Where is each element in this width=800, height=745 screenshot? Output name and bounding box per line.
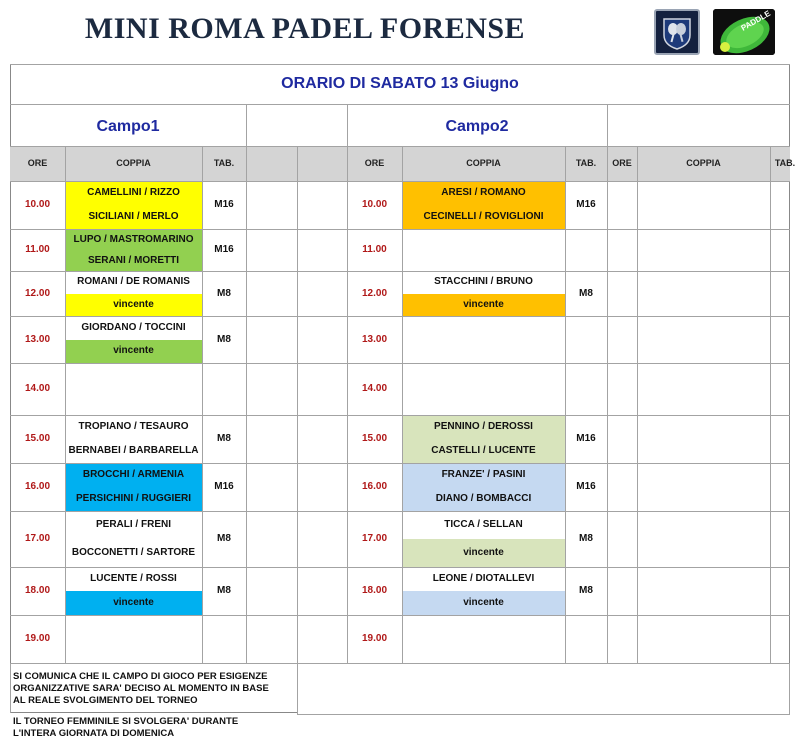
campo1-team-1: BROCCHI / ARMENIA (82, 469, 185, 480)
campo1-team-1: LUPO / MASTROMARINO (73, 234, 194, 245)
padel-ball-logo (713, 9, 775, 55)
campo2-team-2: vincente (463, 597, 504, 608)
svg-text:PADDLE: PADDLE (739, 9, 772, 33)
campo2-time-1500: 15.00 (361, 433, 388, 444)
campo1-time-1200: 12.00 (24, 288, 51, 299)
campo1-time-1900: 19.00 (24, 633, 51, 644)
grid-hline (10, 316, 790, 317)
column-header-tab: TAB. (575, 158, 597, 168)
campo1-team-2: BERNABEI / BARBARELLA (68, 445, 199, 456)
campo1-time-1300: 13.00 (24, 334, 51, 345)
campo1-time-1000: 10.00 (24, 199, 51, 210)
campo1-tab: M16 (214, 481, 234, 492)
column-header-tab: TAB. (774, 158, 796, 168)
grid-vline (10, 663, 11, 713)
column-header-coppia: COPPIA (466, 158, 501, 168)
campo1-time-1600: 16.00 (24, 481, 51, 492)
grid-hline (10, 363, 790, 364)
campo1-tab: M16 (214, 244, 234, 255)
campo2-tab: M16 (576, 481, 596, 492)
note-line: L'INTERA GIORNATA DI DOMENICA (13, 728, 175, 739)
grid-vline (246, 104, 247, 663)
grid-hline (10, 104, 790, 105)
note-line: SI COMUNICA CHE IL CAMPO DI GIOCO PER ESIGENZE (13, 671, 268, 682)
column-header-tab: TAB. (213, 158, 235, 168)
column-header-ore: ORE (612, 158, 632, 168)
campo2-time-1900: 19.00 (361, 633, 388, 644)
campo1-team-2: vincente (113, 345, 154, 356)
column-header-ore: ORE (364, 158, 385, 168)
campo1-team-1: CAMELLINI / RIZZO (87, 187, 180, 198)
campo1-time-1400: 14.00 (24, 383, 51, 394)
campo1-time-1100: 11.00 (25, 244, 50, 255)
campo2-time-1100: 11.00 (362, 244, 387, 255)
schedule-subtitle: ORARIO DI SABATO 13 Giugno (281, 75, 519, 92)
campo2-team-2: vincente (463, 299, 504, 310)
page-title: MINI ROMA PADEL FORENSE (84, 12, 526, 45)
court-2-header: Campo2 (445, 118, 509, 135)
campo1-team-1: TROPIANO / TESAURO (78, 421, 189, 432)
campo1-team-1: LUCENTE / ROSSI (90, 573, 177, 584)
note-line: ORGANIZZATIVE SARA' DECISO AL MOMENTO IN BASE (13, 683, 269, 694)
campo2-time-1300: 13.00 (361, 334, 388, 345)
campo2-tab: M8 (579, 533, 593, 544)
campo2-team-2: vincente (463, 547, 504, 558)
campo2-team-2: DIANO / BOMBACCI (435, 493, 532, 504)
campo1-tab: M8 (217, 433, 231, 444)
campo2-time-1700: 17.00 (361, 533, 388, 544)
campo2-tab: M16 (576, 199, 596, 210)
grid-hline (10, 146, 790, 147)
campo2-time-1400: 14.00 (361, 383, 388, 394)
campo1-time-1500: 15.00 (24, 433, 51, 444)
campo1-tab: M16 (214, 199, 234, 210)
campo2-team-1: PENNINO / DEROSSI (434, 421, 533, 432)
padel-club-logo (654, 9, 700, 55)
column-header-coppia: COPPIA (116, 158, 151, 168)
grid-hline (10, 415, 790, 416)
campo2-team-2: CASTELLI / LUCENTE (431, 445, 536, 456)
grid-vline (607, 104, 608, 663)
campo2-team-1: LEONE / DIOTALLEVI (432, 573, 535, 584)
grid-hline (10, 615, 790, 616)
campo1-team-2: SERANI / MORETTI (87, 255, 180, 266)
campo1-team-2: vincente (113, 597, 154, 608)
campo2-time-1000: 10.00 (361, 199, 388, 210)
grid-vline (637, 146, 638, 663)
campo1-tab: M8 (217, 585, 231, 596)
grid-vline (297, 146, 298, 663)
campo2-tab: M8 (579, 288, 593, 299)
campo1-team-2: vincente (113, 299, 154, 310)
campo1-team-2: SICILIANI / MERLO (88, 211, 179, 222)
campo2-tab: M8 (579, 585, 593, 596)
campo2-time-1800: 18.00 (361, 585, 388, 596)
grid-hline (10, 64, 790, 65)
grid-hline (10, 511, 790, 512)
campo1-team-2: PERSICHINI / RUGGIERI (75, 493, 191, 504)
campo1-team-1: PERALI / FRENI (95, 519, 171, 530)
grid-hline (10, 271, 790, 272)
campo2-team-1: STACCHINI / BRUNO (434, 276, 533, 287)
campo2-time-1600: 16.00 (361, 481, 388, 492)
grid-vline (770, 146, 771, 663)
campo1-team-1: ROMANI / DE ROMANIS (77, 276, 190, 287)
notes-box (297, 663, 790, 715)
campo2-time-1200: 12.00 (361, 288, 388, 299)
campo1-time-1700: 17.00 (24, 533, 51, 544)
campo1-team-2: BOCCONETTI / SARTORE (71, 547, 196, 558)
campo1-tab: M8 (217, 288, 231, 299)
campo2-tab: M16 (576, 433, 596, 444)
note-line: IL TORNEO FEMMINILE SI SVOLGERA' DURANTE (13, 716, 239, 727)
campo1-tab: M8 (217, 334, 231, 345)
campo1-tab: M8 (217, 533, 231, 544)
campo2-team-1: TICCA / SELLAN (444, 519, 523, 530)
court-1-header: Campo1 (96, 118, 160, 135)
campo2-team-1: FRANZE' / PASINI (441, 469, 526, 480)
campo2-team-2: CECINELLI / ROVIGLIONI (423, 211, 544, 222)
campo1-team-1: GIORDANO / TOCCINI (81, 322, 186, 333)
campo1-time-1800: 18.00 (24, 585, 51, 596)
grid-hline (10, 567, 790, 568)
campo2-team-1: ARESI / ROMANO (441, 187, 526, 198)
column-header-coppia: COPPIA (686, 158, 721, 168)
note-line: AL REALE SVOLGIMENTO DEL TORNEO (13, 695, 198, 706)
column-header-ore: ORE (27, 158, 48, 168)
